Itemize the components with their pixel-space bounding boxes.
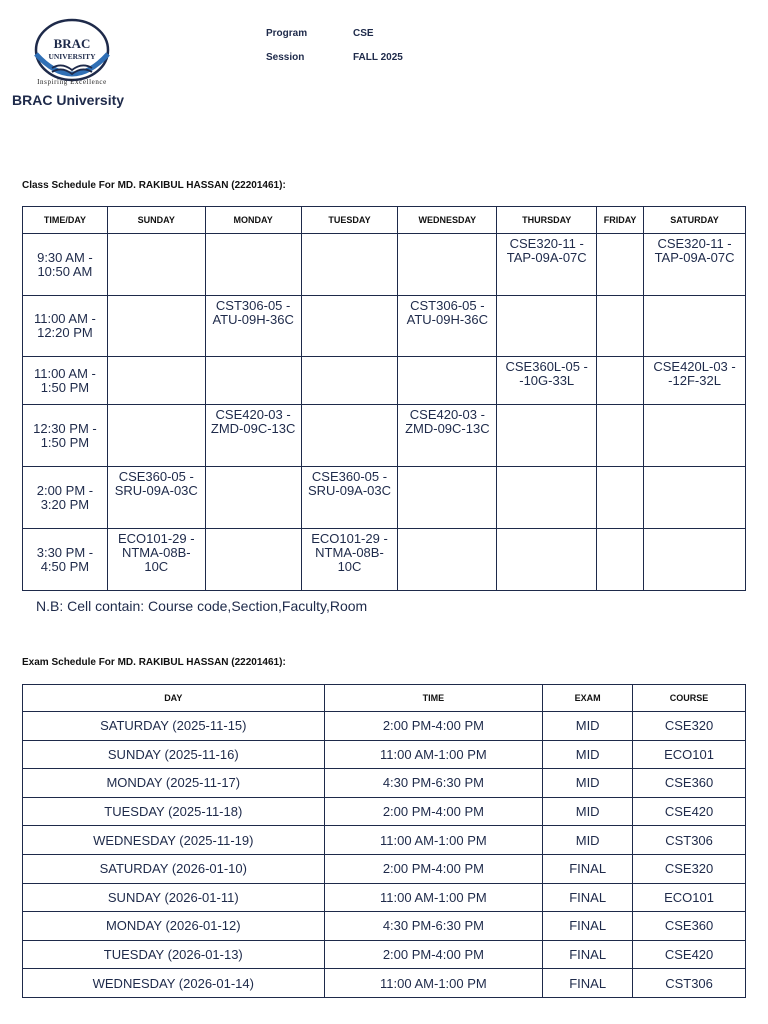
header-cell: TUESDAY <box>301 207 398 234</box>
schedule-cell <box>398 357 497 405</box>
exam-course: CSE420 <box>633 797 746 826</box>
program-value: CSE <box>353 28 374 39</box>
university-name: BRAC University <box>12 92 125 108</box>
exam-type: MID <box>543 826 633 855</box>
schedule-cell: CSE420-03 - ZMD-09C-13C <box>398 405 497 467</box>
schedule-cell <box>301 357 398 405</box>
header-cell: DAY <box>23 685 325 712</box>
exam-time: 4:30 PM-6:30 PM <box>324 769 543 798</box>
time-slot: 9:30 AM - 10:50 AM <box>23 234 108 296</box>
schedule-cell <box>597 357 644 405</box>
table-row <box>23 740 746 769</box>
table-row <box>23 529 746 591</box>
exam-time: 4:30 PM-6:30 PM <box>324 912 543 941</box>
table-row <box>23 940 746 969</box>
schedule-cell <box>497 529 597 591</box>
schedule-cell <box>644 296 746 357</box>
schedule-cell <box>644 405 746 467</box>
table-row <box>23 234 746 296</box>
exam-time: 2:00 PM-4:00 PM <box>324 712 543 741</box>
exam-type: FINAL <box>543 854 633 883</box>
schedule-cell: CSE360-05 - SRU-09A-03C <box>301 467 398 529</box>
exam-course: CSE360 <box>633 769 746 798</box>
exam-course: CSE420 <box>633 940 746 969</box>
header-cell: TIME/DAY <box>23 207 108 234</box>
table-row <box>23 826 746 855</box>
header-cell: MONDAY <box>205 207 301 234</box>
table-row <box>23 769 746 798</box>
class-header-row <box>23 207 746 234</box>
header-cell: FRIDAY <box>597 207 644 234</box>
exam-schedule-table <box>22 684 746 998</box>
header-cell: SATURDAY <box>644 207 746 234</box>
schedule-cell <box>107 234 205 296</box>
exam-header-row <box>23 685 746 712</box>
schedule-cell: CSE320-11 - TAP-09A-07C <box>644 234 746 296</box>
table-row <box>23 969 746 998</box>
exam-day: MONDAY (2025-11-17) <box>23 769 325 798</box>
exam-course: CST306 <box>633 826 746 855</box>
exam-time: 2:00 PM-4:00 PM <box>324 854 543 883</box>
schedule-cell <box>398 234 497 296</box>
exam-course: ECO101 <box>633 883 746 912</box>
table-row <box>23 405 746 467</box>
exam-type: MID <box>543 797 633 826</box>
exam-type: FINAL <box>543 940 633 969</box>
header-cell: THURSDAY <box>497 207 597 234</box>
exam-day: MONDAY (2026-01-12) <box>23 912 325 941</box>
logo-text-line1: BRAC <box>53 36 91 51</box>
program-label: Program <box>266 28 308 39</box>
session-value: FALL 2025 <box>353 52 403 63</box>
schedule-cell <box>301 234 398 296</box>
table-row <box>23 854 746 883</box>
exam-day: SATURDAY (2025-11-15) <box>23 712 325 741</box>
exam-time: 2:00 PM-4:00 PM <box>324 797 543 826</box>
table-row <box>23 357 746 405</box>
schedule-cell <box>205 234 301 296</box>
exam-type: MID <box>543 769 633 798</box>
schedule-cell <box>597 405 644 467</box>
exam-day: WEDNESDAY (2026-01-14) <box>23 969 325 998</box>
exam-course: CSE360 <box>633 912 746 941</box>
schedule-cell <box>497 467 597 529</box>
schedule-cell: CSE320-11 - TAP-09A-07C <box>497 234 597 296</box>
class-schedule-table <box>22 206 746 591</box>
schedule-cell <box>107 357 205 405</box>
time-slot: 12:30 PM - 1:50 PM <box>23 405 108 467</box>
schedule-cell: CSE420L-03 --12F-32L <box>644 357 746 405</box>
schedule-cell <box>301 405 398 467</box>
session-label: Session <box>266 52 305 63</box>
exam-time: 11:00 AM-1:00 PM <box>324 883 543 912</box>
exam-course: CST306 <box>633 969 746 998</box>
time-slot: 2:00 PM - 3:20 PM <box>23 467 108 529</box>
exam-day: SUNDAY (2026-01-11) <box>23 883 325 912</box>
table-row <box>23 296 746 357</box>
exam-day: TUESDAY (2026-01-13) <box>23 940 325 969</box>
exam-course: CSE320 <box>633 712 746 741</box>
exam-type: MID <box>543 740 633 769</box>
schedule-cell: CSE360-05 - SRU-09A-03C <box>107 467 205 529</box>
schedule-cell <box>205 467 301 529</box>
schedule-cell <box>398 467 497 529</box>
time-slot: 3:30 PM - 4:50 PM <box>23 529 108 591</box>
schedule-cell <box>107 296 205 357</box>
table-row <box>23 712 746 741</box>
schedule-cell <box>497 296 597 357</box>
schedule-cell <box>597 529 644 591</box>
schedule-cell <box>205 357 301 405</box>
exam-course: ECO101 <box>633 740 746 769</box>
table-row <box>23 912 746 941</box>
exam-schedule-title: Exam Schedule For MD. RAKIBUL HASSAN (22201461): <box>22 657 286 668</box>
exam-type: MID <box>543 712 633 741</box>
schedule-cell: ECO101-29 - NTMA-08B-10C <box>107 529 205 591</box>
exam-day: TUESDAY (2025-11-18) <box>23 797 325 826</box>
table-row <box>23 883 746 912</box>
logo-tagline: Inspiring Excellence <box>37 78 107 86</box>
header-cell: EXAM <box>543 685 633 712</box>
schedule-cell: ECO101-29 - NTMA-08B-10C <box>301 529 398 591</box>
header-cell: SUNDAY <box>107 207 205 234</box>
exam-time: 11:00 AM-1:00 PM <box>324 969 543 998</box>
exam-time: 11:00 AM-1:00 PM <box>324 740 543 769</box>
schedule-cell <box>597 467 644 529</box>
schedule-cell: CSE420-03 - ZMD-09C-13C <box>205 405 301 467</box>
exam-day: WEDNESDAY (2025-11-19) <box>23 826 325 855</box>
header-cell: WEDNESDAY <box>398 207 497 234</box>
time-slot: 11:00 AM - 12:20 PM <box>23 296 108 357</box>
schedule-cell <box>301 296 398 357</box>
header-cell: COURSE <box>633 685 746 712</box>
logo-text-line2: UNIVERSITY <box>48 52 96 61</box>
schedule-cell <box>644 529 746 591</box>
schedule-cell <box>597 234 644 296</box>
time-slot: 11:00 AM - 1:50 PM <box>23 357 108 405</box>
schedule-cell <box>205 529 301 591</box>
exam-type: FINAL <box>543 912 633 941</box>
exam-day: SUNDAY (2025-11-16) <box>23 740 325 769</box>
schedule-cell <box>597 296 644 357</box>
table-row <box>23 467 746 529</box>
schedule-cell: CSE360L-05 --10G-33L <box>497 357 597 405</box>
schedule-cell: CST306-05 - ATU-09H-36C <box>398 296 497 357</box>
schedule-cell <box>497 405 597 467</box>
exam-type: FINAL <box>543 883 633 912</box>
exam-day: SATURDAY (2026-01-10) <box>23 854 325 883</box>
schedule-cell <box>644 467 746 529</box>
class-schedule-title: Class Schedule For MD. RAKIBUL HASSAN (22201461): <box>22 180 286 191</box>
header-cell: TIME <box>324 685 543 712</box>
schedule-cell: CST306-05 - ATU-09H-36C <box>205 296 301 357</box>
exam-time: 2:00 PM-4:00 PM <box>324 940 543 969</box>
exam-type: FINAL <box>543 969 633 998</box>
exam-time: 11:00 AM-1:00 PM <box>324 826 543 855</box>
table-row <box>23 797 746 826</box>
exam-course: CSE320 <box>633 854 746 883</box>
schedule-note: N.B: Cell contain: Course code,Section,Faculty,Room <box>36 598 368 614</box>
schedule-cell <box>398 529 497 591</box>
schedule-cell <box>107 405 205 467</box>
